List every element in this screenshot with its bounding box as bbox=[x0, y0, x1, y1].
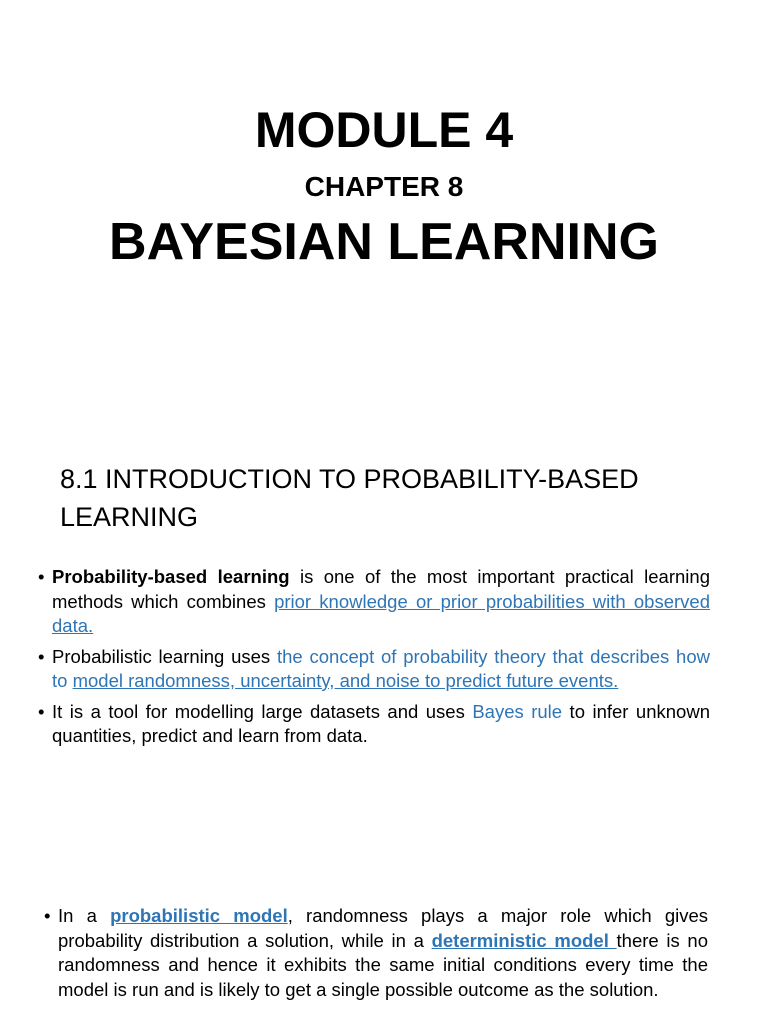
section-heading: 8.1 INTRODUCTION TO PROBABILITY-BASED LEARNING bbox=[60, 464, 639, 532]
chapter-title: CHAPTER 8 bbox=[304, 171, 464, 202]
link-deterministic-model[interactable]: deterministic model bbox=[431, 929, 617, 951]
highlight-bayes-rule: Bayes rule bbox=[472, 700, 563, 722]
bullet-text: , randomness plays a major role which gives probability distribution a solution, while in a bbox=[58, 905, 709, 951]
bullet-text: It is a tool for modelling large datasets and uses bbox=[52, 700, 473, 722]
bullet-text: In a bbox=[58, 905, 111, 926]
link-model-randomness[interactable]: model randomness, uncertainty, and noise to predict future events. bbox=[72, 670, 619, 691]
link-prior-knowledge[interactable]: prior knowledge or prior probabilities with observed data. bbox=[52, 590, 710, 636]
link-probabilistic-model[interactable]: probabilistic model bbox=[110, 905, 288, 926]
bullet-probabilistic-vs-deterministic bbox=[44, 904, 708, 1002]
topic-title: BAYESIAN LEARNING bbox=[109, 213, 659, 271]
module-title: MODULE 4 bbox=[254, 102, 514, 158]
highlight-probability-theory: the concept of probability theory that describes how to bbox=[52, 645, 710, 691]
bullet-mark: • bbox=[38, 700, 45, 722]
bullet-mark: • bbox=[44, 905, 51, 926]
bullet-probability-based-learning bbox=[38, 565, 710, 639]
bullet-mark: • bbox=[38, 566, 45, 587]
bullet-mark: • bbox=[38, 645, 45, 667]
bullet-list-intro bbox=[38, 565, 710, 755]
bullet-bayes-rule-tool bbox=[38, 700, 710, 749]
bullet-text: Probabilistic learning uses bbox=[52, 645, 277, 667]
bullet-text: is one of the most important practical learning methods which combines bbox=[52, 566, 710, 612]
bullet-probabilistic-learning bbox=[38, 645, 710, 694]
bullet-list-models bbox=[44, 904, 708, 1008]
bullet-text: there is no randomness and hence it exhibits the same initial conditions every time the model is run and is likely to get a single possible outcome as the solution. bbox=[58, 929, 709, 1000]
term-probability-based-learning: Probability-based learning bbox=[52, 566, 290, 587]
bullet-text: to infer unknown quantities, predict and learn from data. bbox=[52, 700, 710, 746]
